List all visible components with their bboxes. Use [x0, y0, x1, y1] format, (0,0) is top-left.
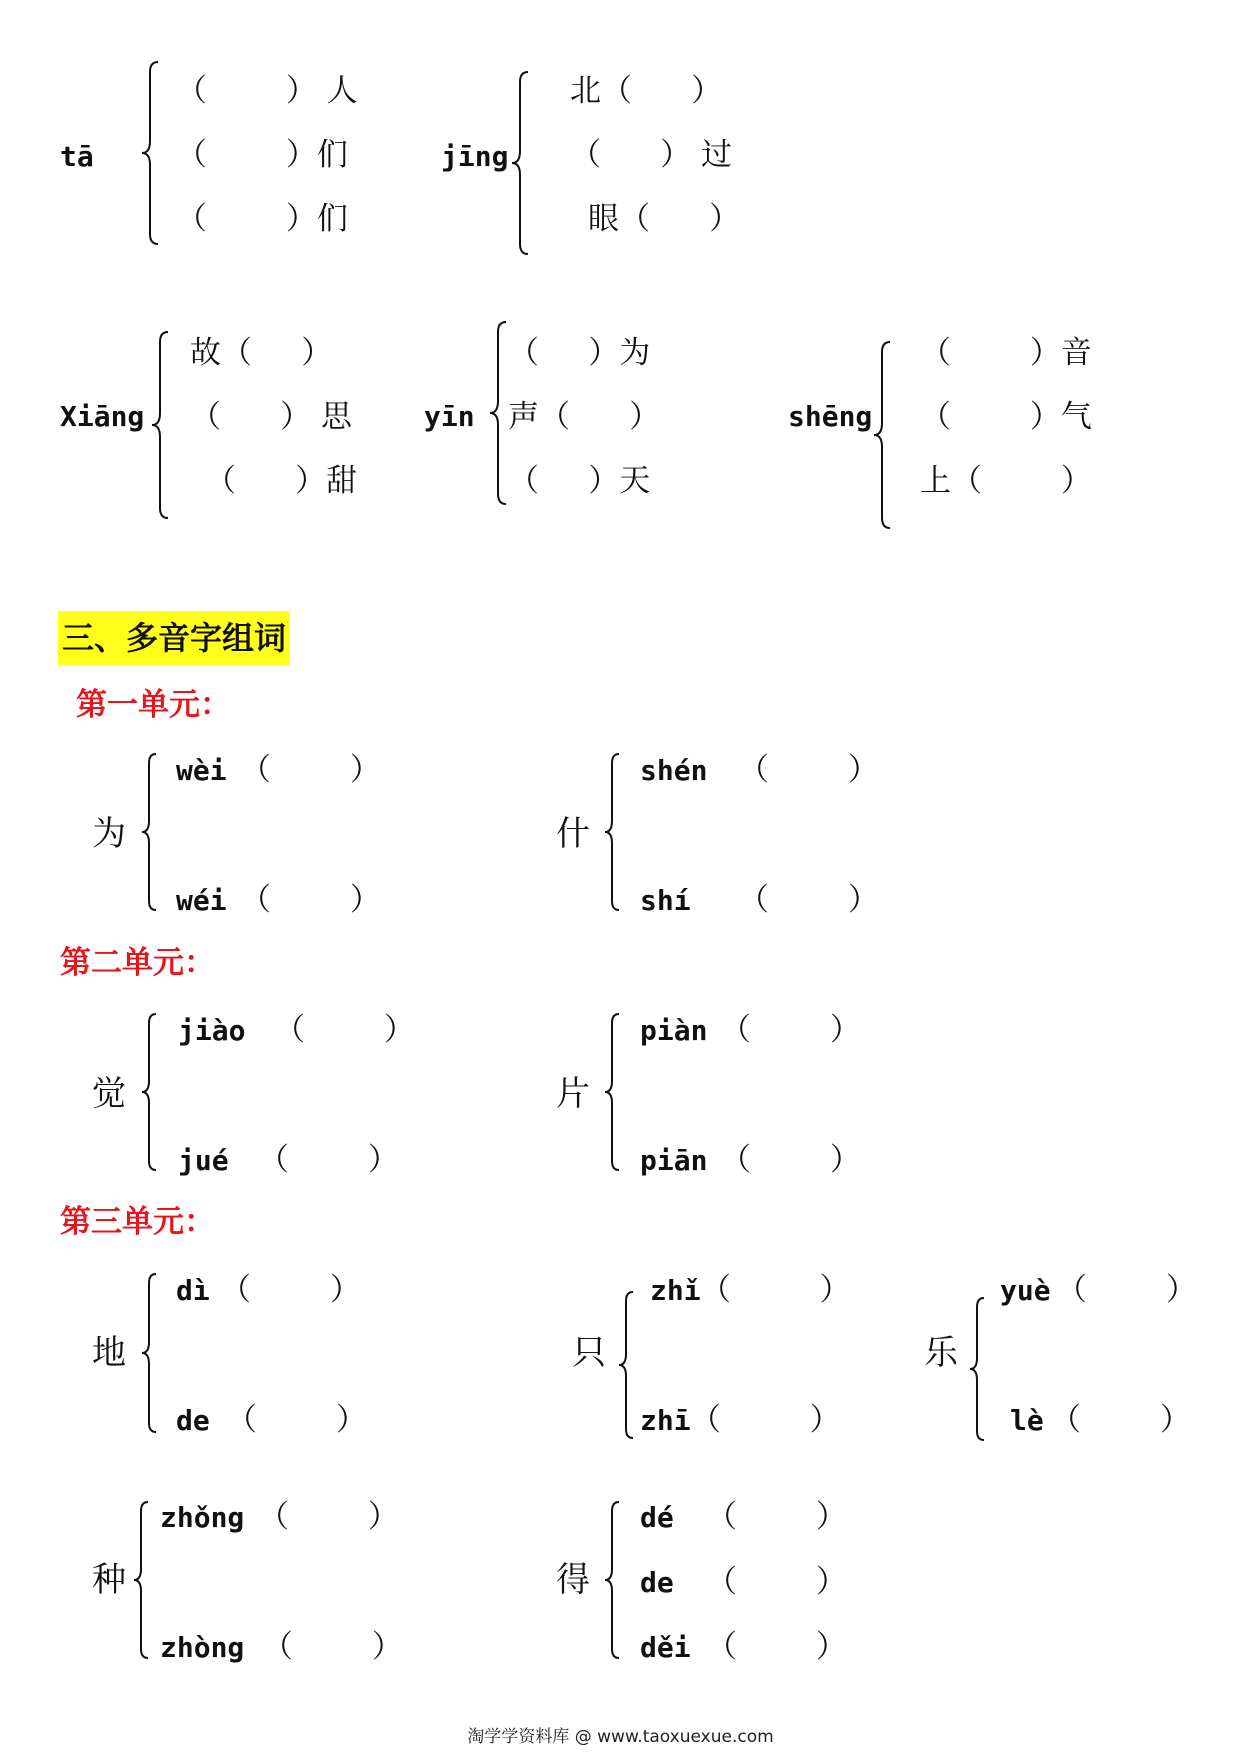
- curly-brace: [603, 1012, 629, 1172]
- answer-blank: （ ）: [1056, 1272, 1197, 1308]
- curly-brace: [140, 752, 166, 912]
- curly-brace: [140, 1012, 166, 1172]
- group-pinyin: jīng: [441, 140, 509, 173]
- polyphone-char: 得: [556, 1560, 590, 1600]
- reading-pinyin: shén: [640, 754, 708, 787]
- answer-blank: （ ）: [690, 1402, 841, 1438]
- answer-blank: （ ）: [258, 1142, 399, 1178]
- reading-pinyin: piān: [640, 1144, 708, 1177]
- reading-pinyin: jiào: [178, 1014, 246, 1047]
- curly-brace: [872, 340, 902, 530]
- reading-pinyin: zhǐ: [650, 1274, 701, 1307]
- answer-blank: （ ）: [700, 1272, 851, 1308]
- group-item: 故（ ）: [190, 335, 333, 371]
- reading-pinyin: yuè: [1000, 1274, 1051, 1307]
- reading-pinyin: děi: [640, 1631, 691, 1664]
- group-item: 北（ ）: [570, 73, 723, 109]
- group-item: （ ）音: [920, 335, 1092, 371]
- reading-pinyin: piàn: [640, 1014, 708, 1047]
- answer-blank: （ ）: [706, 1499, 847, 1535]
- polyphone-char: 种: [92, 1560, 126, 1600]
- unit-heading: 第二单元：: [60, 945, 215, 981]
- curly-brace: [510, 70, 540, 256]
- group-item: （ ） 人: [176, 73, 358, 109]
- reading-pinyin: zhī: [640, 1404, 691, 1437]
- answer-blank: （ ）: [226, 1402, 367, 1438]
- reading-pinyin: shí: [640, 884, 691, 917]
- unit-heading: 第一单元：: [76, 687, 231, 723]
- section-title: 三、多音字组词: [58, 611, 290, 665]
- group-item: （ ）天: [508, 463, 651, 499]
- group-item: 上（ ）: [920, 463, 1092, 499]
- polyphone-char: 片: [556, 1074, 590, 1114]
- reading-pinyin: jué: [178, 1144, 229, 1177]
- group-pinyin: yīn: [424, 400, 475, 433]
- reading-pinyin: dì: [176, 1274, 210, 1307]
- curly-brace: [968, 1296, 994, 1442]
- answer-blank: （ ）: [240, 882, 381, 918]
- answer-blank: （ ）: [1050, 1402, 1191, 1438]
- group-item: （ ） 思: [190, 399, 352, 435]
- reading-pinyin: wèi: [176, 754, 227, 787]
- reading-pinyin: de: [640, 1566, 674, 1599]
- curly-brace: [140, 1272, 166, 1434]
- group-item: （ ）们: [176, 137, 348, 173]
- curly-brace: [140, 60, 170, 246]
- unit-heading: 第三单元：: [60, 1204, 215, 1240]
- reading-pinyin: zhòng: [160, 1631, 245, 1664]
- group-item: （ ）甜: [205, 463, 358, 499]
- group-item: 眼（ ）: [588, 201, 741, 237]
- reading-pinyin: dé: [640, 1501, 674, 1534]
- curly-brace: [603, 752, 629, 912]
- curly-brace: [150, 330, 180, 520]
- answer-blank: （ ）: [274, 1012, 415, 1048]
- group-item: （ ）为: [508, 335, 651, 371]
- polyphone-char: 乐: [924, 1333, 958, 1373]
- answer-blank: （ ）: [706, 1564, 847, 1600]
- reading-pinyin: wéi: [176, 884, 227, 917]
- answer-blank: （ ）: [262, 1629, 403, 1665]
- polyphone-char: 什: [556, 814, 590, 854]
- footer-watermark: 淘学学资料库 @ www.taoxuexue.com: [467, 1727, 774, 1747]
- curly-brace: [603, 1500, 629, 1660]
- reading-pinyin: de: [176, 1404, 210, 1437]
- answer-blank: （ ）: [240, 752, 381, 788]
- reading-pinyin: lè: [1010, 1404, 1044, 1437]
- group-item: （ ）气: [920, 399, 1092, 435]
- answer-blank: （ ）: [720, 1012, 861, 1048]
- polyphone-char: 地: [92, 1333, 126, 1373]
- answer-blank: （ ）: [738, 882, 879, 918]
- group-item: （ ） 过: [570, 137, 732, 173]
- group-pinyin: tā: [60, 140, 94, 173]
- answer-blank: （ ）: [706, 1629, 847, 1665]
- group-pinyin: shēng: [788, 400, 873, 433]
- reading-pinyin: zhǒng: [160, 1501, 245, 1534]
- polyphone-char: 觉: [92, 1074, 126, 1114]
- answer-blank: （ ）: [258, 1499, 399, 1535]
- curly-brace: [132, 1500, 158, 1660]
- answer-blank: （ ）: [220, 1272, 361, 1308]
- answer-blank: （ ）: [738, 752, 879, 788]
- group-pinyin: Xiāng: [60, 400, 145, 433]
- polyphone-char: 只: [572, 1333, 606, 1373]
- group-item: （ ）们: [176, 201, 348, 237]
- polyphone-char: 为: [92, 814, 126, 854]
- group-item: 声（ ）: [508, 399, 661, 435]
- answer-blank: （ ）: [720, 1142, 861, 1178]
